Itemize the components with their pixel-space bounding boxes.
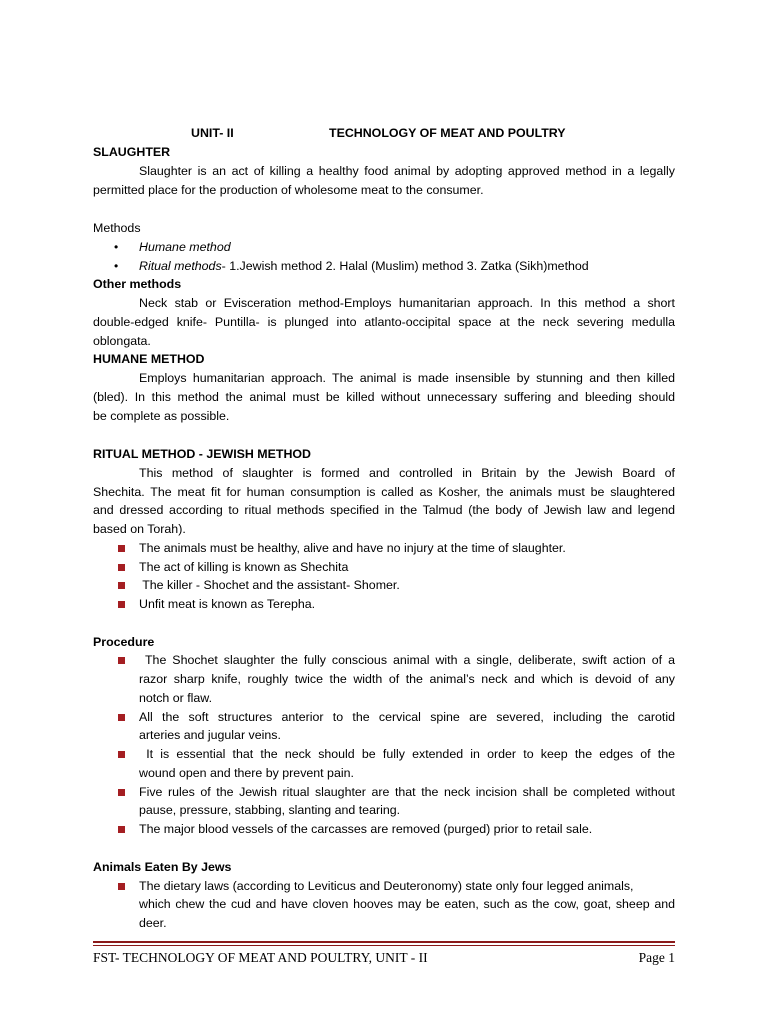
slaughter-heading: SLAUGHTER: [93, 145, 171, 159]
other-methods-text-2: double-edged knife- Puntilla- is plunged into atlanto-occipital space at the neck severing medulla: [93, 315, 675, 329]
ritual-text-3: and dressed according to ritual methods specified in the Talmud (the body of Jewish law and legend: [93, 503, 675, 517]
square-bullet-icon: [118, 545, 125, 552]
ritual-bullet-1: The animals must be healthy, alive and have no injury at the time of slaughter.: [139, 541, 566, 555]
unit-label: UNIT- II: [191, 126, 234, 140]
procedure-heading: Procedure: [93, 635, 155, 649]
page-title: TECHNOLOGY OF MEAT AND POULTRY: [329, 126, 566, 140]
methods-heading: Methods: [93, 221, 141, 235]
procedure-3-line-2: wound open and there by prevent pain.: [139, 766, 354, 780]
square-bullet-icon: [118, 564, 125, 571]
procedure-2-line-2: arteries and jugular veins.: [139, 728, 281, 742]
other-methods-text-1: Neck stab or Evisceration method-Employs humanitarian approach. In this method a short: [139, 296, 675, 310]
square-bullet-icon: [118, 582, 125, 589]
ritual-bullet-4: Unfit meat is known as Terepha.: [139, 597, 316, 611]
methods-item-2-text: - 1.Jewish method 2. Halal (Muslim) method 3. Zatka (Sikh)method: [221, 259, 589, 273]
procedure-3-line-1: It is essential that the neck should be fully extended in order to keep the edges of the: [139, 747, 675, 761]
animals-1-line-3: deer.: [139, 916, 167, 930]
square-bullet-icon: [118, 789, 125, 796]
methods-item-2-label: Ritual methods: [139, 259, 222, 273]
square-bullet-icon: [118, 601, 125, 608]
procedure-4-line-2: pause, pressure, stabbing, slanting and tearing.: [139, 803, 401, 817]
bullet-dot-icon: •: [114, 240, 119, 254]
animals-1-line-2: which chew the cud and have cloven hooves may be eaten, such as the cow, goat, sheep and: [139, 897, 675, 911]
square-bullet-icon: [118, 714, 125, 721]
ritual-text-1: This method of slaughter is formed and controlled in Britain by the Jewish Board of: [139, 466, 675, 480]
procedure-4-line-1: Five rules of the Jewish ritual slaughter are that the neck incision shall be completed without: [139, 785, 675, 799]
other-methods-heading: Other methods: [93, 277, 182, 291]
humane-heading: HUMANE METHOD: [93, 352, 205, 366]
ritual-heading: RITUAL METHOD - JEWISH METHOD: [93, 447, 311, 461]
methods-item-1-text: Humane method: [139, 240, 231, 254]
ritual-text-4: based on Torah).: [93, 522, 186, 536]
humane-text-3: be complete as possible.: [93, 409, 230, 423]
ritual-bullet-3: The killer - Shochet and the assistant- Shomer.: [139, 578, 400, 592]
slaughter-text-1: Slaughter is an act of killing a healthy food animal by adopting approved method in a legally: [139, 164, 675, 178]
humane-text-2: (bled). In this method the animal must be killed without unnecessary suffering and bleeding should: [93, 390, 675, 404]
footer-title: FST- TECHNOLOGY OF MEAT AND POULTRY, UNIT - II: [93, 950, 428, 965]
page-number: Page 1: [638, 950, 675, 965]
square-bullet-icon: [118, 883, 125, 890]
bullet-dot-icon: •: [114, 259, 119, 273]
procedure-1-line-2: razor sharp knife, roughly twice the width of the animal’s neck and which is devoid of any: [139, 672, 675, 686]
procedure-2-line-1: All the soft structures anterior to the cervical spine are severed, including the carotid: [139, 710, 675, 724]
square-bullet-icon: [118, 751, 125, 758]
animals-heading: Animals Eaten By Jews: [93, 860, 232, 874]
humane-text-1: Employs humanitarian approach. The animal is made insensible by stunning and then killed: [139, 371, 675, 385]
procedure-1-line-1: The Shochet slaughter the fully conscious animal with a single, deliberate, swift action of a: [139, 653, 675, 667]
ritual-bullet-2: The act of killing is known as Shechita: [139, 560, 349, 574]
procedure-5-line-1: The major blood vessels of the carcasses are removed (purged) prior to retail sale.: [139, 822, 593, 836]
other-methods-text-3: oblongata.: [93, 334, 151, 348]
footer-rule-thick: [93, 941, 675, 943]
square-bullet-icon: [118, 826, 125, 833]
procedure-1-line-3: notch or flaw.: [139, 691, 213, 705]
animals-1-line-1: The dietary laws (according to Leviticus and Deuteronomy) state only four legged animals,: [139, 879, 634, 893]
footer-rule-thin: [93, 945, 675, 946]
slaughter-text-2: permitted place for the production of wholesome meat to the consumer.: [93, 183, 484, 197]
ritual-text-2: Shechita. The meat fit for human consumption is called as Kosher, the animals must be slaughtered: [93, 485, 675, 499]
square-bullet-icon: [118, 657, 125, 664]
